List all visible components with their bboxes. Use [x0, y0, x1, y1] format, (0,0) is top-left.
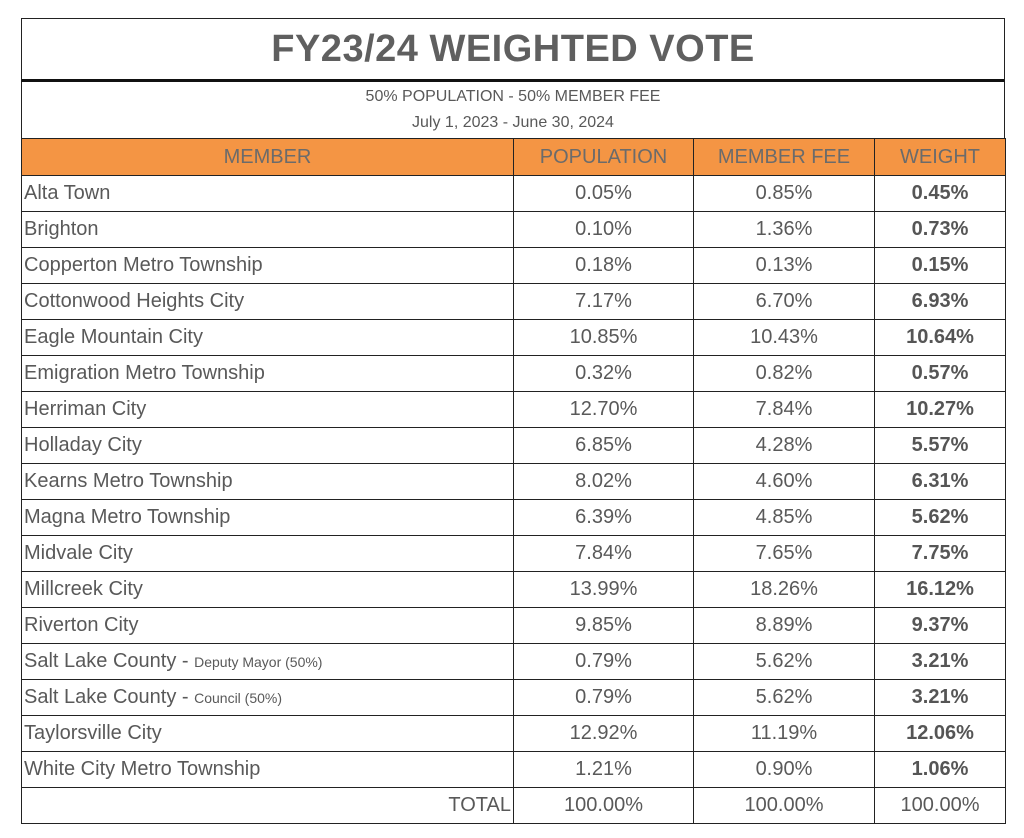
member-cell	[22, 392, 514, 428]
population-cell: 10.85%	[514, 320, 694, 356]
member-fee-cell: 4.60%	[694, 464, 875, 500]
member-cell	[22, 572, 514, 608]
member-fee-cell: 5.62%	[694, 644, 875, 680]
column-header-member-fee: MEMBER FEE	[694, 139, 875, 176]
population-cell: 0.79%	[514, 644, 694, 680]
population-cell: 7.17%	[514, 284, 694, 320]
weight-cell: 0.57%	[875, 356, 1006, 392]
weight-cell: 16.12%	[875, 572, 1006, 608]
member-name: Millcreek City	[24, 578, 143, 600]
member-cell	[22, 284, 514, 320]
population-cell: 12.92%	[514, 716, 694, 752]
population-cell: 12.70%	[514, 392, 694, 428]
member-fee-cell: 0.82%	[694, 356, 875, 392]
member-fee-cell: 7.84%	[694, 392, 875, 428]
table-row	[22, 536, 1006, 572]
total-weight: 100.00%	[875, 788, 1006, 824]
table-row	[22, 608, 1006, 644]
member-cell	[22, 176, 514, 212]
weight-cell: 9.37%	[875, 608, 1006, 644]
member-fee-cell: 1.36%	[694, 212, 875, 248]
member-cell	[22, 752, 514, 788]
weight-cell: 6.93%	[875, 284, 1006, 320]
population-cell: 0.32%	[514, 356, 694, 392]
population-cell: 6.39%	[514, 500, 694, 536]
column-header-population: POPULATION	[514, 139, 694, 176]
population-cell: 13.99%	[514, 572, 694, 608]
table-row	[22, 356, 1006, 392]
member-name: Emigration Metro Township	[24, 362, 265, 384]
weight-cell: 0.73%	[875, 212, 1006, 248]
column-header-member: MEMBER	[22, 139, 514, 176]
member-name: Midvale City	[24, 542, 133, 564]
subtitle-block	[21, 82, 1005, 138]
population-cell: 1.21%	[514, 752, 694, 788]
member-cell	[22, 320, 514, 356]
member-cell	[22, 428, 514, 464]
weight-cell: 3.21%	[875, 680, 1006, 716]
member-fee-cell: 7.65%	[694, 536, 875, 572]
table-row	[22, 392, 1006, 428]
page-title: FY23/24 WEIGHTED VOTE	[21, 18, 1005, 82]
member-cell	[22, 212, 514, 248]
member-name: Brighton	[24, 218, 99, 240]
subtitle: 50% POPULATION - 50% MEMBER FEE	[365, 88, 661, 105]
weight-cell: 12.06%	[875, 716, 1006, 752]
member-cell	[22, 248, 514, 284]
table-row	[22, 176, 1006, 212]
table-header-row	[22, 139, 1006, 176]
total-row	[22, 788, 1006, 824]
member-fee-cell: 0.13%	[694, 248, 875, 284]
member-cell	[22, 644, 514, 680]
weight-cell: 10.27%	[875, 392, 1006, 428]
population-cell: 8.02%	[514, 464, 694, 500]
member-name: Riverton City	[24, 614, 139, 636]
member-fee-cell: 0.85%	[694, 176, 875, 212]
table-row	[22, 680, 1006, 716]
table-row	[22, 428, 1006, 464]
member-note: Council (50%)	[194, 690, 283, 706]
member-fee-cell: 6.70%	[694, 284, 875, 320]
table-row	[22, 212, 1006, 248]
population-cell: 9.85%	[514, 608, 694, 644]
weight-cell: 0.15%	[875, 248, 1006, 284]
member-cell	[22, 356, 514, 392]
weighted-vote-sheet	[21, 18, 1005, 824]
member-name: Magna Metro Township	[24, 506, 231, 528]
member-note: Deputy Mayor (50%)	[194, 654, 323, 670]
table-row	[22, 464, 1006, 500]
member-cell	[22, 716, 514, 752]
member-name: Salt Lake County -	[24, 650, 195, 672]
member-cell	[22, 680, 514, 716]
member-fee-cell: 18.26%	[694, 572, 875, 608]
weight-cell: 3.21%	[875, 644, 1006, 680]
population-cell: 0.05%	[514, 176, 694, 212]
member-name: White City Metro Township	[24, 758, 261, 780]
member-name: Herriman City	[24, 398, 147, 420]
date-range: July 1, 2023 - June 30, 2024	[412, 114, 614, 131]
member-fee-cell: 4.85%	[694, 500, 875, 536]
member-name: Kearns Metro Township	[24, 470, 233, 492]
weight-cell: 6.31%	[875, 464, 1006, 500]
column-header-weight: WEIGHT	[875, 139, 1006, 176]
population-cell: 6.85%	[514, 428, 694, 464]
table-row	[22, 248, 1006, 284]
member-name: Taylorsville City	[24, 722, 162, 744]
member-cell	[22, 464, 514, 500]
member-name: Alta Town	[24, 182, 111, 204]
weight-cell: 5.57%	[875, 428, 1006, 464]
member-fee-cell: 4.28%	[694, 428, 875, 464]
total-population: 100.00%	[514, 788, 694, 824]
population-cell: 0.10%	[514, 212, 694, 248]
member-cell	[22, 500, 514, 536]
population-cell: 0.18%	[514, 248, 694, 284]
weight-cell: 0.45%	[875, 176, 1006, 212]
member-cell	[22, 608, 514, 644]
member-fee-cell: 0.90%	[694, 752, 875, 788]
table-row	[22, 320, 1006, 356]
weight-cell: 1.06%	[875, 752, 1006, 788]
member-fee-cell: 8.89%	[694, 608, 875, 644]
total-member-fee: 100.00%	[694, 788, 875, 824]
weight-cell: 7.75%	[875, 536, 1006, 572]
table-row	[22, 752, 1006, 788]
member-name: Salt Lake County -	[24, 686, 195, 708]
member-name: Holladay City	[24, 434, 142, 456]
weighted-vote-table	[21, 138, 1006, 824]
table-row	[22, 500, 1006, 536]
member-fee-cell: 11.19%	[694, 716, 875, 752]
member-fee-cell: 5.62%	[694, 680, 875, 716]
population-cell: 7.84%	[514, 536, 694, 572]
weight-cell: 10.64%	[875, 320, 1006, 356]
member-fee-cell: 10.43%	[694, 320, 875, 356]
member-cell	[22, 536, 514, 572]
table-row	[22, 284, 1006, 320]
weight-cell: 5.62%	[875, 500, 1006, 536]
member-name: Eagle Mountain City	[24, 326, 203, 348]
table-row	[22, 572, 1006, 608]
table-row	[22, 716, 1006, 752]
total-label: TOTAL	[22, 788, 514, 824]
member-name: Cottonwood Heights City	[24, 290, 245, 312]
population-cell: 0.79%	[514, 680, 694, 716]
member-name: Copperton Metro Township	[24, 254, 263, 276]
table-row	[22, 644, 1006, 680]
